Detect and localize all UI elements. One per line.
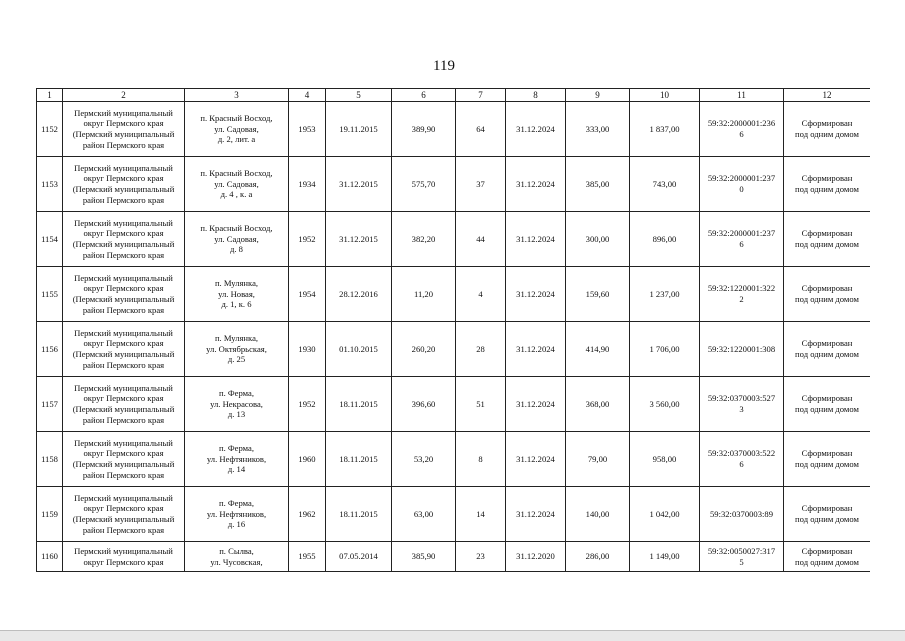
header-col-4: 4 xyxy=(289,89,326,102)
address-text: п. Ферма, ул. Нефтяников, д. 16 xyxy=(206,498,267,530)
residents-text: 44 xyxy=(476,233,485,244)
area3-text: 1 706,00 xyxy=(649,343,680,354)
address-text: п. Мулянка, ул. Новая, д. 1, к. 6 xyxy=(214,278,259,310)
date-cell xyxy=(326,102,392,157)
plan-date-text: 31.12.2024 xyxy=(516,123,555,134)
date-cell xyxy=(326,487,392,542)
date-text: 18.11.2015 xyxy=(339,508,378,519)
owner-cell xyxy=(63,377,185,432)
status-text: Сформирован под одним домом xyxy=(795,545,859,567)
status-text: Сформирован под одним домом xyxy=(795,393,859,414)
page-number: 119 xyxy=(433,58,455,74)
owner-text: Пермский муниципальный округ Пермского края (Пермский муниципальный район Пермского края xyxy=(72,437,175,480)
area2-cell xyxy=(566,487,630,542)
address-text: п. Красный Восход, ул. Садовая, д. 4 , к. а xyxy=(200,168,273,200)
status-text: Сформирован под одним домом xyxy=(795,228,859,249)
status-cell xyxy=(784,542,871,572)
cadastre-cell xyxy=(700,542,784,572)
plan-date-text: 31.12.2024 xyxy=(516,398,555,409)
residents-cell xyxy=(456,377,506,432)
area2-cell xyxy=(566,432,630,487)
row-number-cell xyxy=(37,322,63,377)
address-cell xyxy=(185,377,289,432)
cadastre-text: 59:32:1220001:308 xyxy=(707,343,776,354)
header-col-12: 12 xyxy=(784,89,871,102)
address-text: п. Красный Восход, ул. Садовая, д. 8 xyxy=(200,223,273,255)
table-row xyxy=(37,157,871,212)
residents-text: 8 xyxy=(478,453,483,464)
plan-date-text: 31.12.2024 xyxy=(516,233,555,244)
area2-cell xyxy=(566,542,630,572)
table-row xyxy=(37,432,871,487)
year-text: 1960 xyxy=(298,453,316,464)
status-cell xyxy=(784,157,871,212)
address-cell xyxy=(185,487,289,542)
area3-text: 958,00 xyxy=(652,453,677,464)
area-cell xyxy=(392,487,456,542)
plan-date-text: 31.12.2024 xyxy=(516,508,555,519)
residents-text: 28 xyxy=(476,343,485,354)
year-text: 1952 xyxy=(298,398,316,409)
year-cell xyxy=(289,322,326,377)
date-text: 18.11.2015 xyxy=(339,453,378,464)
residents-text: 23 xyxy=(476,551,485,562)
area3-text: 1 042,00 xyxy=(649,508,680,519)
document-table-wrapper xyxy=(36,88,870,574)
area-text: 396,60 xyxy=(411,398,436,409)
area2-cell xyxy=(566,102,630,157)
table-body xyxy=(37,102,871,572)
year-cell xyxy=(289,377,326,432)
header-col-9: 9 xyxy=(566,89,630,102)
area2-text: 368,00 xyxy=(585,398,610,409)
header-col-7: 7 xyxy=(456,89,506,102)
row-number-cell xyxy=(37,267,63,322)
status-cell xyxy=(784,487,871,542)
residents-cell xyxy=(456,322,506,377)
year-cell xyxy=(289,212,326,267)
area2-cell xyxy=(566,377,630,432)
address-cell xyxy=(185,102,289,157)
header-col-5: 5 xyxy=(326,89,392,102)
area-cell xyxy=(392,322,456,377)
area-cell xyxy=(392,267,456,322)
residents-text: 37 xyxy=(476,178,485,189)
date-cell xyxy=(326,267,392,322)
date-text: 07.05.2014 xyxy=(339,551,378,562)
row-number-text: 1157 xyxy=(41,398,58,409)
plan-date-cell xyxy=(506,102,566,157)
cadastre-text: 59:32:0050027:317 5 xyxy=(707,545,776,567)
plan-date-text: 31.12.2024 xyxy=(516,343,555,354)
row-number-text: 1153 xyxy=(41,178,58,189)
address-cell xyxy=(185,267,289,322)
row-number-cell xyxy=(37,432,63,487)
date-text: 28.12.2016 xyxy=(339,288,378,299)
area3-text: 1 837,00 xyxy=(649,123,680,134)
plan-date-cell xyxy=(506,377,566,432)
area-cell xyxy=(392,432,456,487)
area2-text: 140,00 xyxy=(585,508,610,519)
row-number-cell xyxy=(37,377,63,432)
address-cell xyxy=(185,322,289,377)
owner-text: Пермский муниципальный округ Пермского края (Пермский муниципальный район Пермского края xyxy=(72,162,175,205)
cadastre-cell xyxy=(700,322,784,377)
status-cell xyxy=(784,322,871,377)
owner-text: Пермский муниципальный округ Пермского края (Пермский муниципальный район Пермского края xyxy=(72,107,175,150)
cadastre-cell xyxy=(700,487,784,542)
area2-text: 159,60 xyxy=(585,288,610,299)
owner-cell xyxy=(63,542,185,572)
plan-date-cell xyxy=(506,267,566,322)
area3-text: 1 149,00 xyxy=(649,551,680,562)
area2-text: 333,00 xyxy=(585,123,610,134)
area2-text: 300,00 xyxy=(585,233,610,244)
area3-text: 743,00 xyxy=(652,178,677,189)
residents-text: 51 xyxy=(476,398,485,409)
year-cell xyxy=(289,432,326,487)
area-text: 63,00 xyxy=(413,508,434,519)
area3-cell xyxy=(630,102,700,157)
row-number-text: 1159 xyxy=(41,508,58,519)
year-text: 1962 xyxy=(298,508,316,519)
cadastre-cell xyxy=(700,377,784,432)
area-text: 575,70 xyxy=(411,178,436,189)
residents-cell xyxy=(456,102,506,157)
residents-text: 14 xyxy=(476,508,485,519)
status-text: Сформирован под одним домом xyxy=(795,448,859,469)
area3-cell xyxy=(630,322,700,377)
area3-cell xyxy=(630,487,700,542)
owner-cell xyxy=(63,432,185,487)
area2-text: 414,90 xyxy=(585,343,610,354)
header-col-6: 6 xyxy=(392,89,456,102)
year-text: 1930 xyxy=(298,343,316,354)
area-cell xyxy=(392,157,456,212)
cadastre-cell xyxy=(700,157,784,212)
header-col-3: 3 xyxy=(185,89,289,102)
address-text: п. Красный Восход, ул. Садовая, д. 2, лит. а xyxy=(200,113,273,145)
year-cell xyxy=(289,487,326,542)
date-text: 19.11.2015 xyxy=(339,123,378,134)
year-cell xyxy=(289,157,326,212)
area2-cell xyxy=(566,322,630,377)
area2-cell xyxy=(566,212,630,267)
area3-text: 3 560,00 xyxy=(649,398,680,409)
area3-text: 896,00 xyxy=(652,233,677,244)
year-text: 1934 xyxy=(298,178,316,189)
owner-text: Пермский муниципальный округ Пермского края (Пермский муниципальный район Пермского края xyxy=(72,382,175,425)
owner-text: Пермский муниципальный округ Пермского края xyxy=(74,545,173,567)
cadastre-cell xyxy=(700,212,784,267)
residents-text: 64 xyxy=(476,123,485,134)
housing-table xyxy=(36,88,870,572)
row-number-cell xyxy=(37,542,63,572)
status-cell xyxy=(784,212,871,267)
year-text: 1953 xyxy=(298,123,316,134)
area2-text: 385,00 xyxy=(585,178,610,189)
address-text: п. Мулянка, ул. Октябрьская, д. 25 xyxy=(206,333,267,365)
area-text: 260,20 xyxy=(411,343,436,354)
plan-date-text: 31.12.2024 xyxy=(516,453,555,464)
status-cell xyxy=(784,102,871,157)
area3-text: 1 237,00 xyxy=(649,288,680,299)
year-cell xyxy=(289,102,326,157)
area-text: 11,20 xyxy=(413,288,434,299)
row-number-text: 1152 xyxy=(41,123,58,134)
table-row xyxy=(37,212,871,267)
year-text: 1955 xyxy=(298,551,316,562)
row-number-text: 1154 xyxy=(41,233,58,244)
plan-date-cell xyxy=(506,212,566,267)
area-text: 385,90 xyxy=(411,551,436,562)
plan-date-text: 31.12.2020 xyxy=(516,551,555,562)
area2-cell xyxy=(566,157,630,212)
area2-text: 79,00 xyxy=(587,453,608,464)
area3-cell xyxy=(630,432,700,487)
owner-cell xyxy=(63,322,185,377)
plan-date-cell xyxy=(506,432,566,487)
header-col-10: 10 xyxy=(630,89,700,102)
area-cell xyxy=(392,377,456,432)
plan-date-cell xyxy=(506,542,566,572)
cadastre-text: 59:32:0370003:527 3 xyxy=(707,393,776,414)
cadastre-text: 59:32:0370003:89 xyxy=(709,508,774,519)
residents-cell xyxy=(456,542,506,572)
plan-date-cell xyxy=(506,487,566,542)
owner-cell xyxy=(63,157,185,212)
status-text: Сформирован под одним домом xyxy=(795,283,859,304)
table-row xyxy=(37,377,871,432)
area-cell xyxy=(392,212,456,267)
cadastre-text: 59:32:1220001:322 2 xyxy=(707,283,776,304)
header-col-8: 8 xyxy=(506,89,566,102)
area-text: 382,20 xyxy=(411,233,436,244)
date-text: 31.12.2015 xyxy=(339,233,378,244)
area3-cell xyxy=(630,157,700,212)
cadastre-text: 59:32:2000001:236 6 xyxy=(707,118,776,139)
header-col-2: 2 xyxy=(63,89,185,102)
plan-date-cell xyxy=(506,322,566,377)
status-text: Сформирован под одним домом xyxy=(795,173,859,194)
plan-date-cell xyxy=(506,157,566,212)
area-cell xyxy=(392,542,456,572)
table-row xyxy=(37,322,871,377)
residents-cell xyxy=(456,487,506,542)
year-text: 1952 xyxy=(298,233,316,244)
owner-cell xyxy=(63,267,185,322)
address-cell xyxy=(185,157,289,212)
owner-cell xyxy=(63,102,185,157)
year-text: 1954 xyxy=(298,288,316,299)
cadastre-cell xyxy=(700,102,784,157)
date-cell xyxy=(326,377,392,432)
area3-cell xyxy=(630,542,700,572)
cadastre-cell xyxy=(700,267,784,322)
cadastre-text: 59:32:2000001:237 0 xyxy=(707,173,776,194)
status-cell xyxy=(784,267,871,322)
address-text: п. Ферма, ул. Нефтяников, д. 14 xyxy=(206,443,267,475)
table-row xyxy=(37,487,871,542)
year-cell xyxy=(289,542,326,572)
row-number-text: 1156 xyxy=(41,343,58,354)
residents-text: 4 xyxy=(478,288,483,299)
row-number-text: 1158 xyxy=(41,453,58,464)
date-text: 01.10.2015 xyxy=(339,343,378,354)
year-cell xyxy=(289,267,326,322)
owner-text: Пермский муниципальный округ Пермского края (Пермский муниципальный район Пермского края xyxy=(72,272,175,315)
row-number-cell xyxy=(37,157,63,212)
header-col-11: 11 xyxy=(700,89,784,102)
table-row xyxy=(37,267,871,322)
owner-text: Пермский муниципальный округ Пермского края (Пермский муниципальный район Пермского края xyxy=(72,217,175,260)
area2-cell xyxy=(566,267,630,322)
area2-text: 286,00 xyxy=(585,551,610,562)
area3-cell xyxy=(630,267,700,322)
table-row xyxy=(37,102,871,157)
address-cell xyxy=(185,432,289,487)
status-cell xyxy=(784,432,871,487)
row-number-text: 1155 xyxy=(41,288,58,299)
date-text: 31.12.2015 xyxy=(339,178,378,189)
status-text: Сформирован под одним домом xyxy=(795,503,859,524)
date-cell xyxy=(326,157,392,212)
area-cell xyxy=(392,102,456,157)
table-header-row xyxy=(37,89,871,102)
residents-cell xyxy=(456,432,506,487)
date-cell xyxy=(326,432,392,487)
cadastre-text: 59:32:2000001:237 6 xyxy=(707,228,776,249)
owner-text: Пермский муниципальный округ Пермского края (Пермский муниципальный район Пермского края xyxy=(72,492,175,535)
row-number-cell xyxy=(37,212,63,267)
area3-cell xyxy=(630,377,700,432)
address-text: п. Сылва, ул. Чусовская, xyxy=(210,545,263,567)
owner-cell xyxy=(63,212,185,267)
date-cell xyxy=(326,322,392,377)
status-text: Сформирован под одним домом xyxy=(795,118,859,139)
area-text: 389,90 xyxy=(411,123,436,134)
status-cell xyxy=(784,377,871,432)
row-number-text: 1160 xyxy=(41,551,58,562)
address-text: п. Ферма, ул. Некрасова, д. 13 xyxy=(210,388,263,420)
plan-date-text: 31.12.2024 xyxy=(516,288,555,299)
cadastre-text: 59:32:0370003:522 6 xyxy=(707,448,776,469)
residents-cell xyxy=(456,267,506,322)
date-cell xyxy=(326,212,392,267)
cadastre-cell xyxy=(700,432,784,487)
date-cell xyxy=(326,542,392,572)
row-number-cell xyxy=(37,102,63,157)
status-text: Сформирован под одним домом xyxy=(795,338,859,359)
owner-text: Пермский муниципальный округ Пермского края (Пермский муниципальный район Пермского края xyxy=(72,327,175,370)
row-number-cell xyxy=(37,487,63,542)
address-cell xyxy=(185,542,289,572)
area-text: 53,20 xyxy=(413,453,434,464)
scan-bottom-edge xyxy=(0,630,905,641)
residents-cell xyxy=(456,212,506,267)
date-text: 18.11.2015 xyxy=(339,398,378,409)
header-col-1: 1 xyxy=(37,89,63,102)
area3-cell xyxy=(630,212,700,267)
residents-cell xyxy=(456,157,506,212)
table-row xyxy=(37,542,871,572)
owner-cell xyxy=(63,487,185,542)
address-cell xyxy=(185,212,289,267)
plan-date-text: 31.12.2024 xyxy=(516,178,555,189)
